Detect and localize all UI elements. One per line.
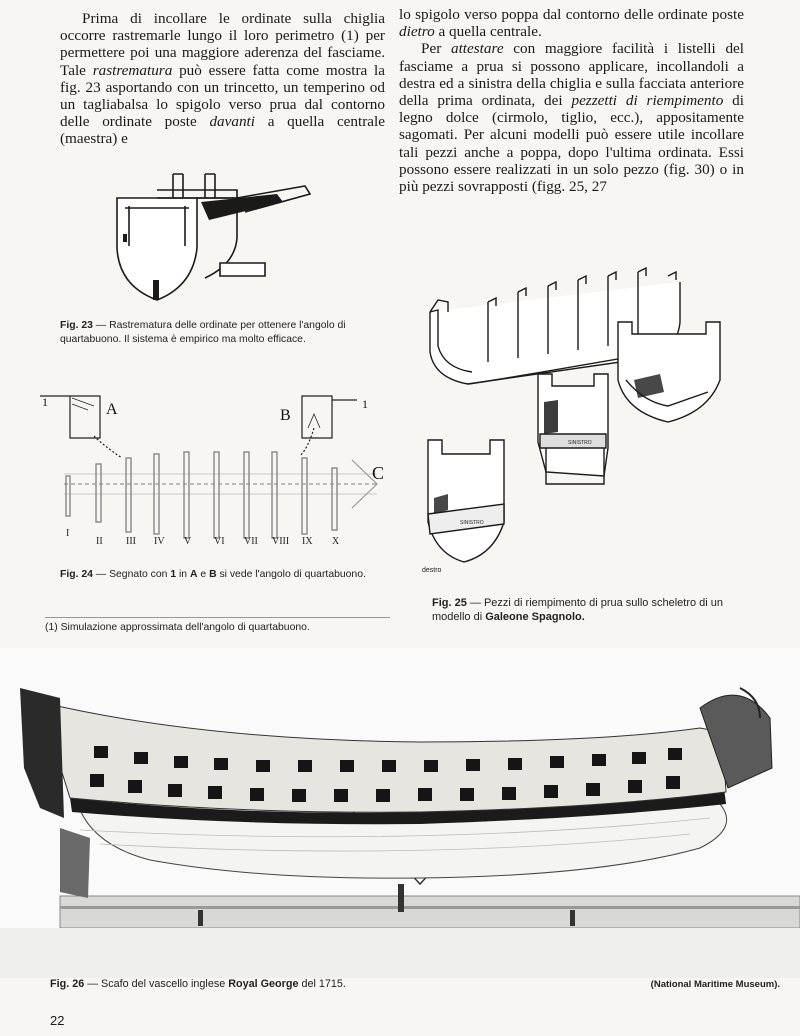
fig26-photo xyxy=(0,648,800,978)
fig24-diagram xyxy=(32,386,392,558)
fig23-caption: Fig. 23 — Rastrematura delle ordinate per ottenere l'angolo di quartabuono. Il sistema è empirico ma molto efficace. xyxy=(60,320,346,345)
fig24-frame-numeral: IX xyxy=(302,536,313,547)
fig26-caption: Fig. 26 — Scafo del vascello inglese Royal George del 1715. xyxy=(50,978,346,990)
fig26-credit: (National Maritime Museum). xyxy=(650,979,780,990)
fig24-frame-numeral: X xyxy=(332,536,340,547)
left-column-text xyxy=(60,10,385,148)
fig24-label-b: B xyxy=(280,407,291,424)
fig24-frame-numeral: I xyxy=(66,528,70,539)
ship-hull-image xyxy=(0,648,800,978)
fig24-frame-numeral: VIII xyxy=(272,536,290,547)
fig25-label-sinistro-bottom: SINISTRO xyxy=(460,520,484,526)
fig24-frame-numeral: VII xyxy=(244,536,258,547)
fig25-label-sinistro-top: SINISTRO xyxy=(568,440,592,446)
fig24-label-one-left: 1 xyxy=(42,395,48,409)
fig23-illustration xyxy=(105,168,320,308)
fig25-caption: Fig. 25 — Pezzi di riempimento di prua sullo scheletro di un modello di Galeone Spagnolo. xyxy=(432,597,724,623)
fig24-frame-numeral: VI xyxy=(214,536,225,547)
fig24-label-one-right: 1 xyxy=(362,397,368,411)
fig24-frame-numeral: II xyxy=(96,536,103,547)
fig24-caption: Fig. 24 — Segnato con 1 in A e B si vede l'angolo di quartabuono. xyxy=(60,569,366,580)
fig24-frame-numeral: V xyxy=(184,536,192,547)
fig25-label-destro: destro xyxy=(422,567,442,574)
left-paragraph-1: Prima di incollare le ordinate sulla chiglia occorre rastremarle lungo il loro perimetro (1) per permettere poi una maggiore aderenza del fasciame. Tale rastrematura può essere fatta come mostra la fig. 23 asportando con un trincetto, un temperino od un tagliabalsa lo spigolo verso prua dal contorno delle ordinate poste davanti a quella centrale (maestra) e xyxy=(60,10,386,148)
fig24-label-c: C xyxy=(372,463,385,483)
fig24-label-a: A xyxy=(106,401,118,418)
footnote: (1) Simulazione approssimata dell'angolo di quartabuono. xyxy=(45,617,390,635)
right-paragraph-2: Per attestare con maggiore facilità i listelli del fasciame a prua si possono applicare, incollandoli a destra ed a sinistra della chiglia e sulla facciata anteriore della prima ordinata, dei pezzetti di riempimento di legno dolce (cirmolo, tiglio, ecc.), appositamente sagomati. Per alcuni modelli può essere utile incollare tali pezzi anche a poppa, dopo l'ultima ordinata. Essi possono essere realizzati in un solo pezzo (fig. 30) o in più pezzi sovrapposti (figg. 25, 27 xyxy=(399,40,745,196)
fig24-frame-numeral: IV xyxy=(154,536,165,547)
right-column-text xyxy=(399,6,744,195)
right-paragraph-1: lo spigolo verso poppa dal contorno delle ordinate poste dietro a quella centrale. xyxy=(399,6,744,41)
fig25-illustration xyxy=(408,262,758,582)
fig24-frame-numeral: III xyxy=(126,536,136,547)
page-number: 22 xyxy=(50,1013,65,1028)
